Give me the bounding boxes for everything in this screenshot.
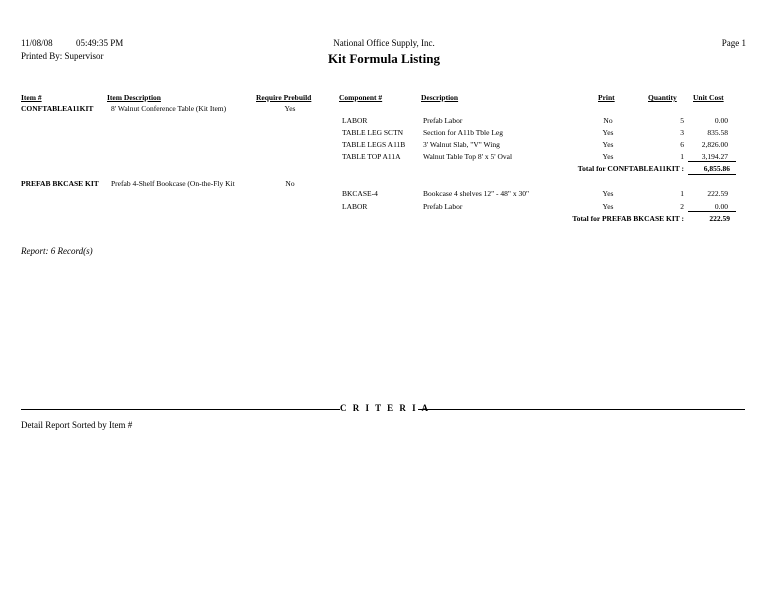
component-quantity: 3 bbox=[680, 128, 684, 137]
kit-total-value: 6,855.86 bbox=[703, 164, 730, 173]
criteria-heading: C R I T E R I A bbox=[340, 403, 430, 413]
component-description: Walnut Table Top 8' x 5' Oval bbox=[423, 152, 513, 161]
kit-item-number: PREFAB BKCASE KIT bbox=[21, 179, 99, 188]
component-number: TABLE TOP A11A bbox=[342, 152, 401, 161]
kit-item-description: 8' Walnut Conference Table (Kit Item) bbox=[111, 104, 227, 113]
component-unit-cost: 222.59 bbox=[707, 189, 728, 198]
component-number: LABOR bbox=[342, 202, 368, 211]
kit-item-number: CONFTABLEA11KIT bbox=[21, 104, 94, 113]
total-rule bbox=[688, 161, 736, 162]
component-print: Yes bbox=[602, 189, 614, 198]
component-quantity: 1 bbox=[680, 152, 684, 161]
criteria-rule-right bbox=[418, 409, 745, 410]
col-require-prebuild: Require Prebuild bbox=[256, 93, 312, 102]
kit-total-label: Total for PREFAB BKCASE KIT : bbox=[572, 214, 684, 223]
component-description: Prefab Labor bbox=[423, 202, 463, 211]
report-record-count: Report: 6 Record(s) bbox=[21, 246, 93, 256]
component-description: 3' Walnut Slab, "V" Wing bbox=[423, 140, 500, 149]
total-rule bbox=[688, 174, 736, 175]
criteria-text: Detail Report Sorted by Item # bbox=[21, 420, 133, 430]
component-description: Prefab Labor bbox=[423, 116, 463, 125]
component-unit-cost: 0.00 bbox=[714, 202, 728, 211]
total-rule bbox=[688, 211, 736, 212]
col-unit-cost: Unit Cost bbox=[693, 93, 724, 102]
page-number: Page 1 bbox=[721, 38, 746, 48]
component-description: Section for A11b Tble Leg bbox=[423, 128, 503, 137]
component-number: BKCASE-4 bbox=[342, 189, 378, 198]
company-name: National Office Supply, Inc. bbox=[333, 38, 435, 48]
criteria-rule-left bbox=[21, 409, 340, 410]
report-title: Kit Formula Listing bbox=[328, 51, 440, 66]
component-quantity: 1 bbox=[680, 189, 684, 198]
report-time: 05:49:35 PM bbox=[76, 38, 124, 48]
component-print: Yes bbox=[602, 128, 614, 137]
kit-item-description: Prefab 4-Shelf Bookcase (On-the-Fly Kit bbox=[111, 179, 235, 188]
component-description: Bookcase 4 shelves 12" - 48" x 30" bbox=[423, 189, 530, 198]
kit-total-label: Total for CONFTABLEA11KIT : bbox=[577, 164, 684, 173]
kit-require-prebuild: Yes bbox=[284, 104, 296, 113]
component-unit-cost: 2,826.00 bbox=[701, 140, 728, 149]
report-date: 11/08/08 bbox=[21, 38, 53, 48]
col-print: Print bbox=[598, 93, 615, 102]
col-item: Item # bbox=[21, 93, 42, 102]
component-number: TABLE LEGS A11B bbox=[342, 140, 406, 149]
kit-require-prebuild: No bbox=[285, 179, 295, 188]
component-unit-cost: 3,194.27 bbox=[701, 152, 728, 161]
component-quantity: 5 bbox=[680, 116, 684, 125]
component-unit-cost: 0.00 bbox=[714, 116, 728, 125]
component-print: No bbox=[603, 116, 613, 125]
component-print: Yes bbox=[602, 140, 614, 149]
kit-total-value: 222.59 bbox=[709, 214, 730, 223]
col-component: Component # bbox=[339, 93, 383, 102]
component-number: TABLE LEG SCTN bbox=[342, 128, 404, 137]
col-description: Description bbox=[421, 93, 459, 102]
col-quantity: Quantity bbox=[648, 93, 677, 102]
printed-by: Printed By: Supervisor bbox=[21, 51, 104, 61]
component-print: Yes bbox=[602, 202, 614, 211]
component-number: LABOR bbox=[342, 116, 368, 125]
component-unit-cost: 835.58 bbox=[707, 128, 728, 137]
component-print: Yes bbox=[602, 152, 614, 161]
component-quantity: 6 bbox=[680, 140, 684, 149]
component-quantity: 2 bbox=[680, 202, 684, 211]
col-item-description: Item Description bbox=[107, 93, 161, 102]
